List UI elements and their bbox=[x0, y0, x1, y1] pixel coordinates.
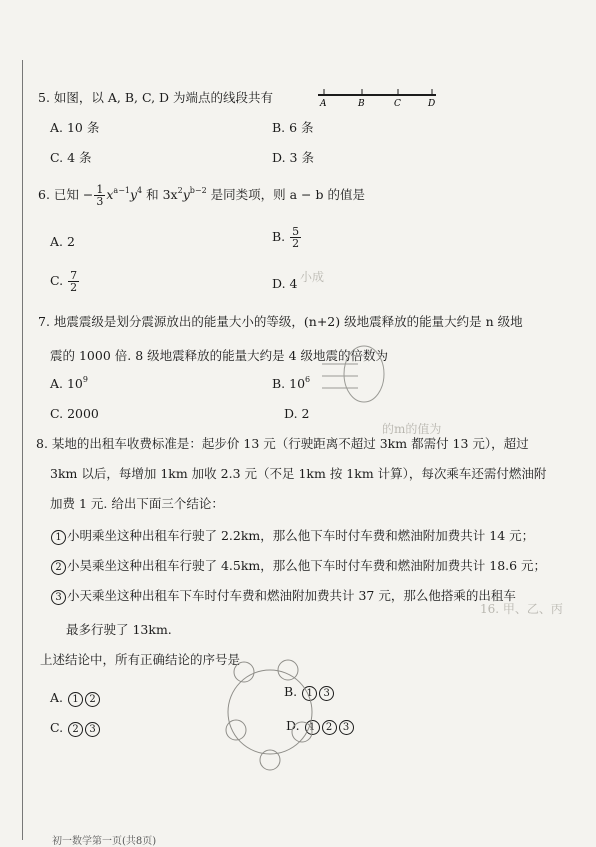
bleed-circle-figure bbox=[220, 648, 320, 782]
q8-option-a[interactable]: A. 1 2 bbox=[50, 690, 101, 707]
q7-option-d[interactable]: D. 2 bbox=[284, 406, 310, 421]
bleed-text: 小成 bbox=[300, 270, 325, 284]
q8-conclusion-3-cont: 最多行驶了 13km. bbox=[66, 622, 172, 637]
page-footer: 初一数学第一页(共8页) bbox=[52, 836, 157, 847]
q8-conclusion-1: 1 小明乘坐这种出租车行驶了 2.2km，那么他下车时付车费和燃油附加费共计 14 元； bbox=[50, 528, 534, 545]
q8-conclusion-3: 3 小天乘坐这种出租车下车时付车费和燃油附加费共计 37 元，那么他搭乘的出租车 bbox=[50, 588, 516, 605]
q5-option-c[interactable]: C. 4 条 bbox=[50, 150, 92, 165]
bleed-text: 16. 甲、乙、丙 bbox=[480, 602, 563, 616]
q7-option-b[interactable]: B. $10^6$ bbox=[272, 375, 311, 391]
q8-line1: 8. 某地的出租车收费标准是：起步价 13 元（行驶距离不超过 3km 都需付 13 元），超过 bbox=[36, 436, 529, 451]
q7-option-a[interactable]: A. $10^9$ bbox=[50, 375, 88, 391]
point-a-label: A bbox=[320, 99, 327, 108]
q7-option-c[interactable]: C. 2000 bbox=[50, 406, 99, 421]
q5-option-b[interactable]: B. 6 条 bbox=[272, 120, 314, 135]
q8-option-d[interactable]: D. 1 2 3 bbox=[286, 718, 355, 735]
bleed-diagram bbox=[318, 344, 388, 410]
q5-stem: 5. 如图，以 A, B, C, D 为端点的线段共有 bbox=[38, 90, 274, 105]
q6-option-c[interactable]: C. $\frac{7}{2}$ bbox=[50, 269, 78, 294]
q8-question: 上述结论中，所有正确结论的序号是 bbox=[40, 652, 241, 667]
q8-option-c[interactable]: C. 2 3 bbox=[50, 720, 101, 737]
q6-fraction: $\frac{1}{3}$ bbox=[96, 183, 104, 208]
q6-option-d[interactable]: D. 4 bbox=[272, 276, 298, 291]
point-b-label: B bbox=[358, 99, 365, 108]
q7-line1: 7. 地震震级是划分震源放出的能量大小的等级，(n+2) 级地震释放的能量大约是 n 级地 bbox=[38, 314, 523, 329]
q6-option-a[interactable]: A. 2 bbox=[50, 234, 75, 249]
circled-number: 1 bbox=[51, 530, 66, 545]
q5-option-a[interactable]: A. 10 条 bbox=[50, 120, 100, 135]
q5-option-d[interactable]: D. 3 条 bbox=[272, 150, 314, 165]
circled-number: 3 bbox=[51, 590, 66, 605]
q8-conclusion-2: 2 小昊乘坐这种出租车行驶了 4.5km，那么他下车时付车费和燃油附加费共计 18.6 元； bbox=[50, 558, 546, 575]
q8-option-b[interactable]: B. 1 3 bbox=[284, 684, 335, 701]
q7-line2: 震的 1000 倍. 8 级地震释放的能量大约是 4 级地震的倍数为 bbox=[50, 348, 389, 363]
q8-line2: 3km 以后，每增加 1km 加收 2.3 元（不足 1km 按 1km 计算），每次乘车还需付燃油附 bbox=[50, 466, 547, 481]
bleed-text: 的m的值为 bbox=[382, 422, 442, 436]
point-d-label: D bbox=[428, 99, 436, 108]
q5-line-figure bbox=[312, 86, 444, 108]
q6-option-b[interactable]: B. $\frac{5}{2}$ bbox=[272, 225, 300, 250]
q6-stem: 6. 已知 − $\frac{1}{3}$ $x^{a-1}y^4$ 和 $3x^2y^{b-2}$ 是同类项，则 a − b 的值是 bbox=[38, 183, 365, 208]
q8-line3: 加费 1 元. 给出下面三个结论： bbox=[50, 496, 224, 511]
point-c-label: C bbox=[394, 99, 401, 108]
circled-number: 2 bbox=[51, 560, 66, 575]
margin-rule bbox=[22, 60, 23, 840]
